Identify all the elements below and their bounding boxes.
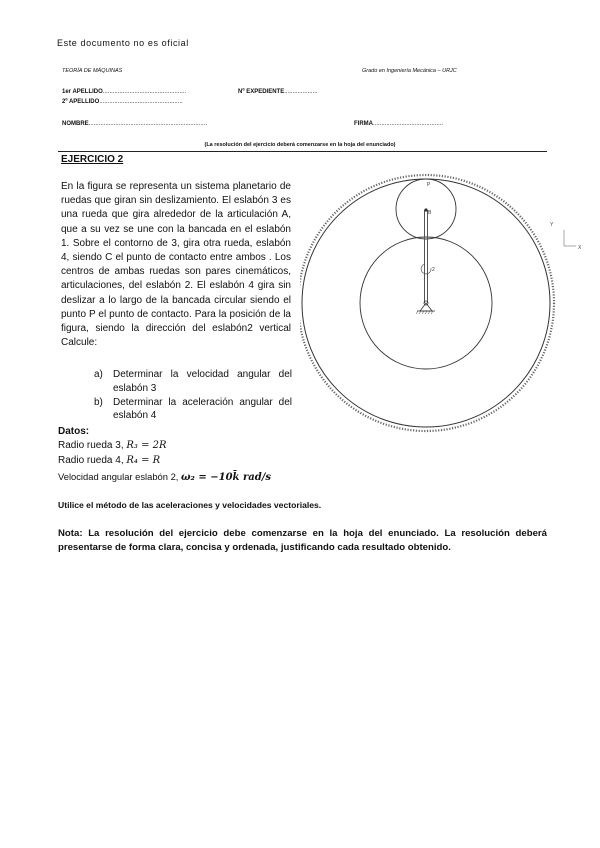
axes (550, 222, 582, 251)
surname1-field[interactable]: 1er APELLIDO.................................................. (62, 89, 187, 95)
degree-name: Grado en Ingeniería Mecánica – URJC (362, 68, 457, 74)
file-number-field[interactable]: Nº EXPEDIENTE.................... (238, 89, 318, 95)
surname2-label: 2º APELLIDO (62, 99, 100, 105)
method-instruction: Utilice el método de las aceleraciones y velocidades vectoriales. (58, 500, 322, 510)
surname1-label: 1er APELLIDO (62, 89, 103, 95)
unofficial-notice: Este documento no es oficial (57, 38, 189, 48)
task-label: a) (94, 369, 103, 380)
note-paragraph: Nota: La resolución del ejercicio debe comenzarse en la hoja del enunciado. La resolución deberá presentarse de forma clara, concisa y ordenada, justificando cada resultado obtenido. (58, 528, 547, 553)
task-item-a (94, 368, 292, 396)
r4-label: Radio rueda 4, (58, 455, 127, 466)
r3-formula: R₃ = 2R (126, 440, 167, 451)
label-2: 2 (432, 267, 435, 273)
task-text: Determinar la velocidad angular del eslabón 3 (113, 369, 292, 394)
signature-field[interactable]: FIRMA.......................................... (354, 121, 444, 127)
exercise-statement: En la figura se representa un sistema planetario de ruedas que giran sin deslizamiento. El eslabón 3 es una rueda que gira alrededor de la articulación A, que a su vez se une con la bancada en el eslabón 1. Sobre el contorno de 3, gira otra rueda, eslabón 4, siendo C el punto de contacto entre ambos . Los centros de ambas ruedas son pares cinemáticos, articulaciones, del eslabón 2. El eslabón 4 gira sin deslizar a lo largo de la bancada circular siendo el punto P el punto de contacto. Para la posición de la figura, siendo la dirección del eslabón2 vertical Calcule: (61, 181, 291, 349)
name-field[interactable]: NOMBRE....................................................................... (62, 121, 208, 127)
r3-label: Radio rueda 3, (58, 440, 127, 451)
axis-x-label: X (578, 245, 582, 251)
data-row-w2 (58, 471, 271, 483)
instruction-line: (La resolución del ejercicio deberá comenzarse en la hoja del enunciado) (204, 142, 396, 148)
task-item-b (94, 396, 292, 424)
data-row-r4 (58, 455, 160, 466)
data-row-r3 (58, 440, 167, 451)
header-divider (58, 151, 547, 152)
data-heading: Datos: (58, 426, 90, 437)
task-text: Determinar la aceleración angular del eslabón 4 (113, 396, 292, 422)
axis-y-label: Y (550, 222, 554, 228)
omega2-arrow (421, 264, 431, 274)
r4-formula: R₄ = R (126, 455, 161, 466)
course-name: TEORÍA DE MÁQUINAS (62, 68, 123, 74)
name-label: NOMBRE (62, 121, 89, 127)
label-p: P (427, 182, 431, 188)
planetary-gear-figure (300, 170, 590, 470)
file-number-label: Nº EXPEDIENTE (238, 89, 285, 95)
task-list (94, 368, 292, 423)
label-b: B (428, 210, 432, 216)
pivot-a-support (416, 301, 435, 314)
w2-formula: ω₂ = −10k̄ rad/s (181, 472, 271, 483)
signature-label: FIRMA (354, 121, 373, 127)
task-label: b) (94, 396, 103, 408)
surname2-field[interactable]: 2º APELLIDO.................................................. (62, 99, 183, 105)
w2-label: Velocidad angular eslabón 2, (58, 471, 182, 482)
exercise-title: EJERCICIO 2 (61, 154, 124, 165)
